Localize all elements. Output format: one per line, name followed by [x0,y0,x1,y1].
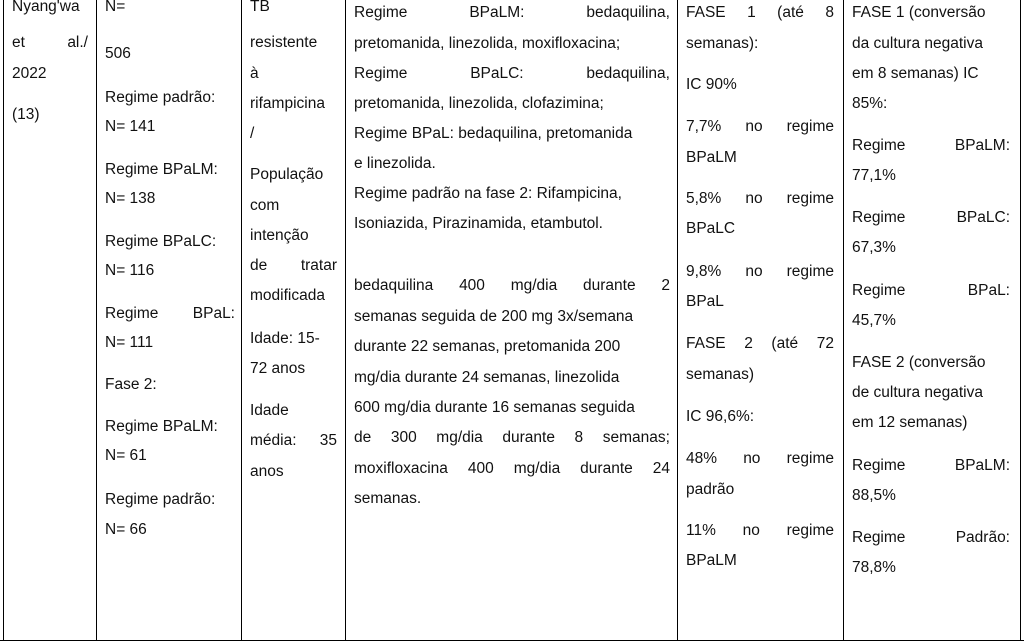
cell-line [852,528,1010,547]
cell-line [354,276,670,295]
cell-line: 2022 [12,65,47,82]
cell-line [354,64,670,83]
cell-word: Regime [852,529,906,546]
cell-line: Regime padrão na fase 2: Rifampicina, [354,185,622,202]
cell-word: BPaL: [192,305,235,322]
cell-line [12,33,88,52]
cell-line [250,431,337,450]
cell-line: semanas seguida de 200 mg 3x/semana [354,308,634,325]
cell-line: 88,5% [852,487,896,504]
cell-line: (13) [12,106,40,123]
cell-word: 2 [661,277,670,294]
cell-line: BPaLC [686,220,736,237]
cell-word: BPaLC: [470,65,524,82]
cell-line: / [250,125,255,142]
cell-word: Regime [852,209,906,226]
cell-word: al./ [67,34,88,51]
cell-line: 77,1% [852,167,896,184]
cell-line [354,3,670,22]
cell-line [686,3,834,22]
cell-line: com [250,197,280,214]
cell-word: 400 [467,460,494,477]
cell-word: moxifloxacina [354,460,448,477]
cell-line: semanas): [686,35,759,52]
population-cell [97,0,241,644]
cell-line: 67,3% [852,239,896,256]
cell-line: de cultura negativa [852,384,983,401]
cell-word: BPaLM: [469,4,525,21]
cell-line: pretomanida, linezolida, moxifloxacina; [354,35,621,52]
cell-word: 400 [459,277,485,294]
cell-word: 8 [574,429,584,446]
cell-line [354,459,670,478]
cell-line: em 12 semanas) [852,414,968,431]
cell-word: 24 [652,460,670,477]
cell-word: 9,8% [686,263,722,280]
regimens-cell [346,0,677,644]
cell-line: N= 66 [105,521,147,538]
cell-word: Regime [852,137,906,154]
cell-line: Regime padrão: [105,491,216,508]
cell-line: anos [250,463,284,480]
cell-word: mg/dia [510,277,558,294]
cell-word: Regime [354,4,408,21]
cell-word: 11% [686,522,716,539]
cell-word: 72 [816,335,834,352]
cell-line: Idade [250,402,289,419]
study-cell [4,0,96,644]
cell-line: Nyang'wa [12,0,80,15]
cell-line: 600 mg/dia durante 16 semanas seguida [354,399,635,416]
cell-word: Regime [105,305,159,322]
cell-word: BPaLM: [954,457,1010,474]
cell-line [686,334,834,353]
cell-line [852,208,1010,227]
cell-line [686,117,834,136]
cell-word: BPaLM: [954,137,1010,154]
cell-word: no [743,450,761,467]
cell-word: regime [786,450,834,467]
cell-word: FASE [686,335,726,352]
cell-word: durante [502,429,555,446]
cell-line: Regime BPaLC: [105,233,217,250]
cell-line: mg/dia durante 24 semanas, linezolida [354,369,620,386]
cell-word: (até [777,4,804,21]
cell-line: modificada [250,287,325,304]
cell-word: semanas; [602,429,670,446]
cell-line: em 8 semanas) IC [852,65,979,82]
table-right-border [1020,0,1021,641]
cell-line [852,456,1010,475]
outcomes-cell [844,0,1020,644]
cell-line: N= 111 [105,334,154,351]
cell-word: mg/dia [436,429,483,446]
cell-line: N= [105,0,126,15]
cell-word: média: [250,432,297,449]
cell-line: 45,7% [852,312,896,329]
cell-line: 78,8% [852,559,896,576]
cell-line [354,428,670,447]
condition-cell [242,0,345,644]
cell-line: 85%: [852,95,888,112]
cell-line: à [250,65,259,82]
cell-word: FASE [686,4,726,21]
cell-line: FASE 1 (conversão [852,4,986,21]
cell-word: regime [786,522,834,539]
cell-line: intenção [250,227,309,244]
cell-line [686,449,834,468]
cell-line: Regime padrão: [105,89,216,106]
cell-word: 5,8% [686,190,722,207]
cell-word: mg/dia [513,460,561,477]
cell-word: Regime [852,457,906,474]
cell-line [852,281,1010,300]
cell-word: no [745,118,763,135]
cell-word: 48% [686,450,718,467]
cell-line: Isoniazida, Pirazinamida, etambutol. [354,215,603,232]
cell-word: Padrão: [955,529,1010,546]
cell-line: TB [250,0,270,15]
cell-line: N= 116 [105,262,155,279]
cell-word: Regime [852,282,906,299]
cell-word: de [250,257,268,274]
cell-word: 35 [319,432,337,449]
cell-word: bedaquilina, [586,4,670,21]
cell-word: BPaL: [967,282,1010,299]
cell-word: BPaLC: [956,209,1010,226]
cell-line: durante 22 semanas, pretomanida 200 [354,338,621,355]
cell-line: N= 141 [105,118,156,135]
cell-line: BPaL [686,293,724,310]
cell-line: semanas) [686,366,755,383]
cell-line [852,136,1010,155]
cell-line [105,304,235,323]
cell-line: Regime BPaL: bedaquilina, pretomanida [354,125,633,142]
cell-line: semanas. [354,490,422,507]
cell-line: Fase 2: [105,376,157,393]
cell-word: regime [786,263,834,280]
cell-line: Regime BPaLM: [105,161,218,178]
cell-line: N= 138 [105,190,156,207]
cell-line: rifampicina [250,95,325,112]
cell-line: IC 90% [686,76,737,93]
cell-line: e linezolida. [354,155,436,172]
cell-line: N= 61 [105,447,147,464]
cell-line: 506 [105,45,131,62]
cell-line: padrão [686,481,735,498]
cell-line [686,262,834,281]
cell-word: 1 [747,4,756,21]
cell-line [686,521,834,540]
cell-line: BPaLM [686,552,737,569]
cell-word: de [354,429,372,446]
safety-cell [678,0,843,644]
cell-line: resistente [250,34,318,51]
cell-line: Regime BPaLM: [105,418,218,435]
cell-line: da cultura negativa [852,35,983,52]
cell-word: regime [786,190,834,207]
cell-word: 7,7% [686,118,722,135]
cell-word: durante [580,460,633,477]
cell-word: no [745,190,763,207]
cell-line: População [250,166,324,183]
cell-word: no [742,522,760,539]
cell-word: Regime [354,65,408,82]
cell-word: 8 [825,4,834,21]
cell-word: 2 [744,335,753,352]
cell-word: durante [583,277,636,294]
cell-word: et [12,34,25,51]
cell-word: bedaquilina [354,277,434,294]
cell-word: no [745,263,763,280]
cell-line: BPaLM [686,149,737,166]
cell-word: (até [771,335,799,352]
cell-word: bedaquilina, [586,65,670,82]
cell-line: Idade: 15- [250,330,320,347]
cell-line: pretomanida, linezolida, clofazimina; [354,95,604,112]
cell-line: FASE 2 (conversão [852,354,986,371]
cell-line [250,256,337,275]
cell-line [686,189,834,208]
cell-line: 72 anos [250,360,306,377]
cell-line: IC 96,6%: [686,408,755,425]
cell-word: tratar [300,257,337,274]
cell-word: regime [786,118,834,135]
cell-word: 300 [390,429,417,446]
